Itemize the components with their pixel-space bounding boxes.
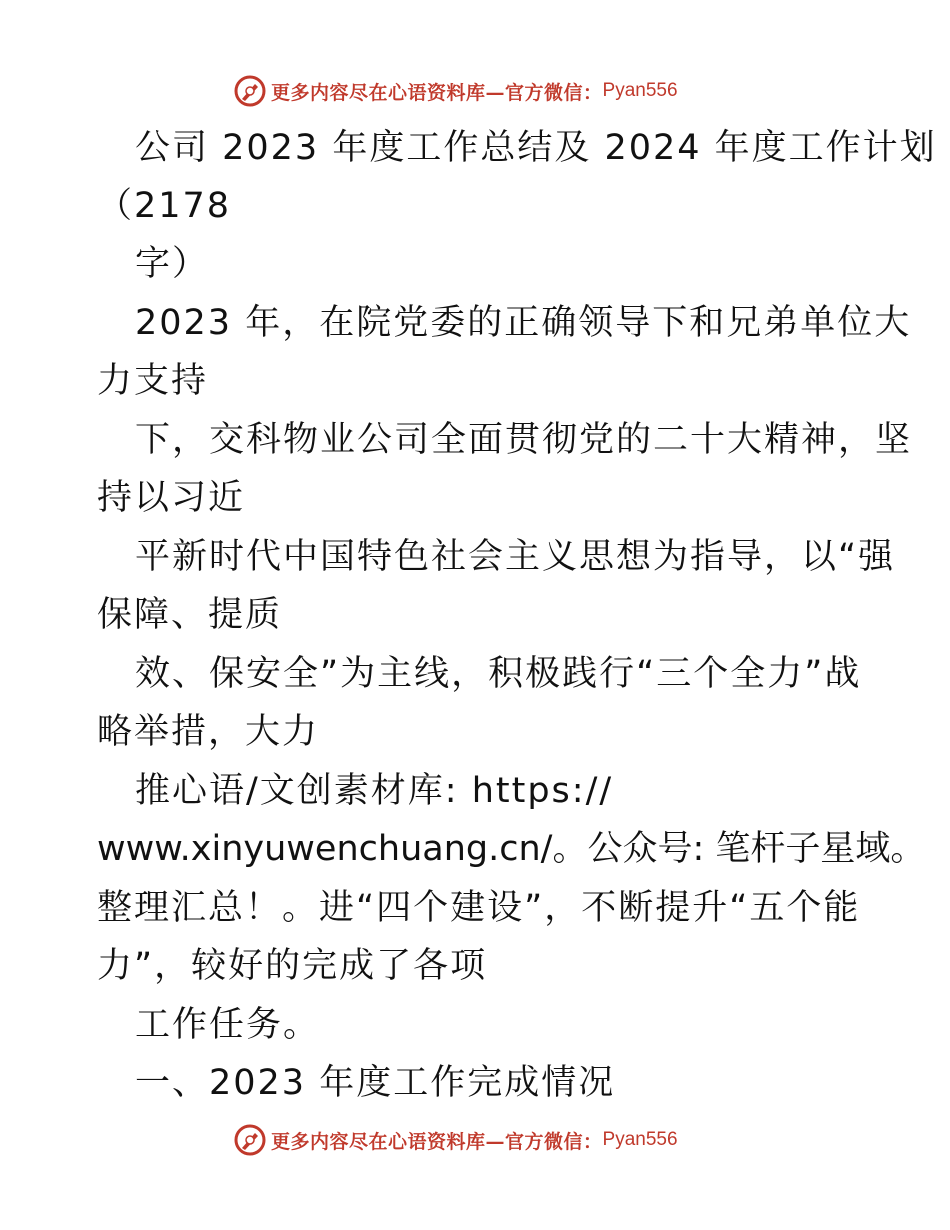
- paragraph-line: 下，交科物业公司全面贯彻党的二十大精神，坚: [135, 420, 913, 460]
- watermark-text: 更多内容尽在心语资料库—官方微信：: [271, 1130, 603, 1153]
- watermark-banner-bottom: [233, 1122, 678, 1158]
- watermark-wechat-id: Pyan556: [602, 80, 678, 101]
- watermark-banner-top: [233, 73, 678, 109]
- watermark-wechat-id: Pyan556: [602, 1129, 678, 1150]
- doc-title-line: 字）: [135, 244, 210, 284]
- paragraph-line: 2023 年，在院党委的正确领导下和兄弟单位大: [135, 303, 912, 343]
- paragraph-line: 保障、提质: [97, 595, 283, 635]
- section-heading: 一、2023 年度工作完成情况: [135, 1063, 616, 1103]
- paragraph-line: 略举措，大力: [97, 712, 320, 752]
- paragraph-line: 工作任务。: [135, 1005, 321, 1045]
- paragraph-line: 力支持: [97, 361, 209, 401]
- paragraph-line: 效、保安全”为主线，积极践行“三个全力”战: [135, 654, 862, 694]
- paragraph-line: 推心语/文创素材库: https://: [135, 771, 614, 811]
- paragraph-line: 持以习近: [97, 478, 246, 518]
- paragraph-line: 平新时代中国特色社会主义思想为指导，以“强: [135, 537, 896, 577]
- pen-logo-icon: [233, 1123, 267, 1157]
- watermark-text: 更多内容尽在心语资料库—官方微信：: [271, 81, 603, 104]
- doc-title-line: 公司 2023 年度工作总结及 2024 年度工作计划: [135, 128, 937, 168]
- pen-logo-icon: [233, 74, 267, 108]
- paragraph-line: www.xinyuwenchuang.cn/。公众号: 笔杆子星域。: [97, 829, 926, 869]
- paragraph-line: 整理汇总！。进“四个建设”，不断提升“五个能: [97, 888, 861, 928]
- paragraph-line: 力”，较好的完成了各项: [97, 946, 488, 986]
- doc-title-line: （2178: [97, 186, 232, 226]
